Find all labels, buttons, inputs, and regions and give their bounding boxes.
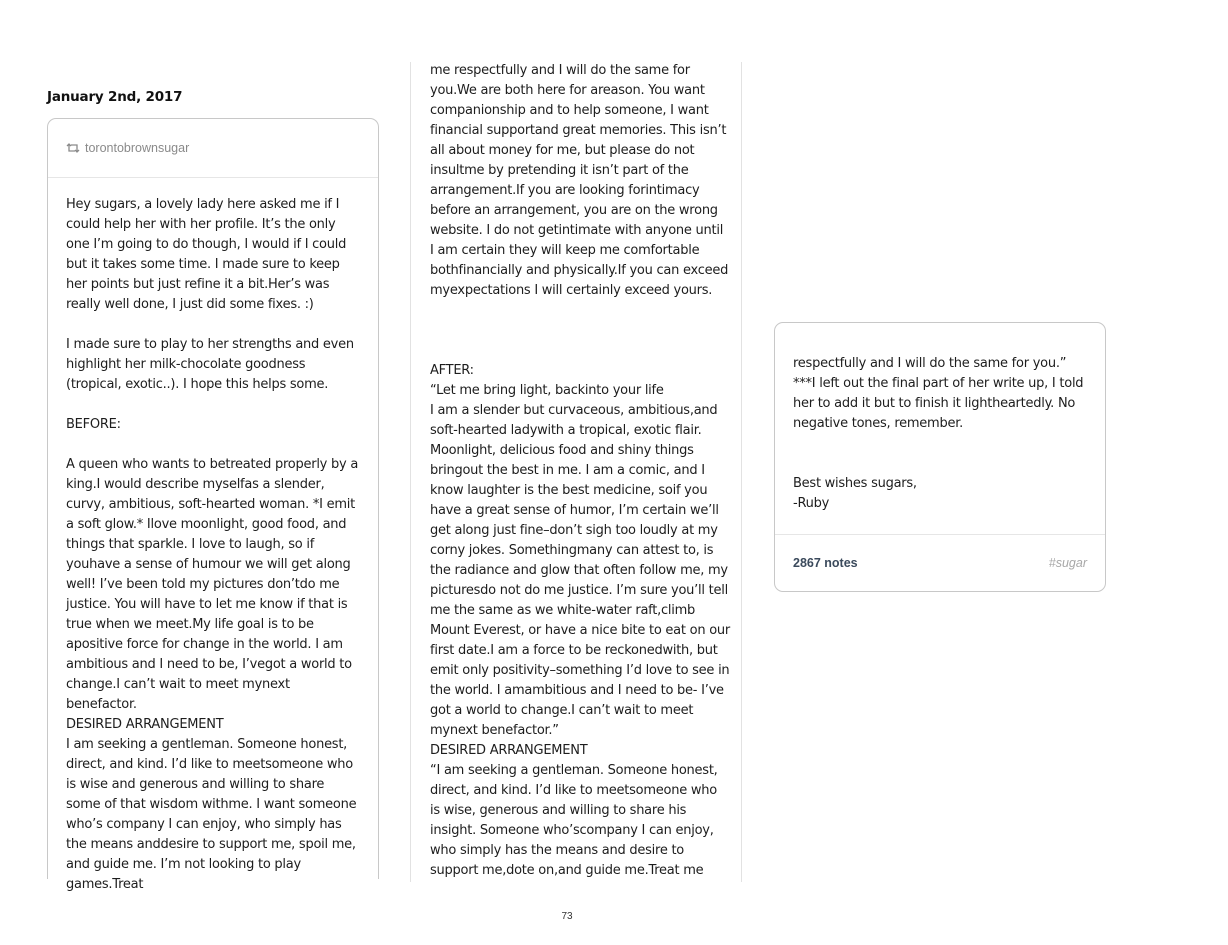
post-footer [775,534,1105,591]
column-2-continued [430,61,730,301]
before-desired-label: DESIRED ARRANGEMENT [66,717,224,732]
post-card-clip [40,118,390,892]
intro-paragraph-2: I made sure to play to her strengths and even highlight her milk-chocolate goodness (tropical, exotic..). I hope this helps some. [66,337,354,392]
intro-paragraph: Hey sugars, a lovely lady here asked me if I could help her with her profile. It’s the only one I’m going to do though, I would if I could but it takes some time. I made sure to keep her points but just refine it a bit.Her’s was really well done, I just did some fixes. :) [66,197,347,312]
after-desired-text: “I am seeking a gentleman. Someone honest, direct, and kind. I’d like to meetsomeone who is wise, generous and willing to share his insight. Someone who’scompany I can enjoy, who simply has the means and desire to support me,dote on,and guide me.Treat me [430,763,718,878]
before-label: BEFORE: [66,417,121,432]
post-card-end [774,322,1106,592]
continued-end-text: respectfully and I will do the same for you.” [793,356,1067,371]
author-note: ***I left out the final part of her write up, I told her to add it but to finish it lightheartedly. No negative tones, remember. [793,376,1084,431]
after-section [430,361,730,881]
post-card-end-clip [770,352,1110,602]
notes-count[interactable]: 2867 notes [793,556,858,570]
column-divider [741,62,742,882]
before-text: A queen who wants to betreated properly by a king.I would describe myselfas a slender, curvy, ambitious, soft-hearted woman. *I emit a soft glow.* Ilove moonlight, good food, and things that sparkle. I love to laugh, so if youhave a sense of humour we will get along well! I’ve been told my pictures don’tdo me justice. You will have to let me know if that is true when we meet.My life goal is to be apositive force for change in the world. I am ambitious and I need to be, I’vegot a world to change.I can’t wait to meet mynext benefactor. [66,457,359,712]
after-label: AFTER: [430,363,474,378]
continued-text: me respectfully and I will do the same for you.We are both here for areason. You want companionship and to help someone, I want financial supportand great memories. This isn’t all about money for me, but please do not insultme by pretending it isn’t part of the arrangement.If you are looking forintimacy before an arrangement, you are on the wrong website. I do not getintimate with anyone until I am certain they will keep me comfortable bothfinancially and physically.If you can exceed myexpectations I will certainly exceed yours. [430,63,729,298]
column-divider [410,62,411,882]
reblog-header [48,119,378,178]
after-text: “Let me bring light, backinto your life I am a slender but curvaceous, ambitious,and soft-hearted ladywith a tropical, exotic flair. Moonlight, delicious food and shiny things bringout the best in me. I am a comic, and I know laughter is the best medicine, soif you have a great sense of humor, I’m certain we’ll get along just fine–don’t sigh too loudly at my corny jokes. Somethingmany can attest to, is the radiance and glow that often follow me, my picturesdo not do me justice. I’m sure you’ll tell me the same as we white-water raft,climb Mount Everest, or have a nice bite to eat on our first date.I am a force to be reckonedwith, but emit only positivity–something I’d love to see in the world. I amambitious and I need to be- I’ve got a world to change.I can’t wait to meet mynext benefactor.” [430,383,730,738]
reblog-icon [66,143,80,153]
before-desired-text: I am seeking a gentleman. Someone honest, direct, and kind. I’d like to meetsomeone who is wise and generous and willing to share some of that wisdom withme. I want someone who’s company I can enjoy, who simply has the means anddesire to support me, spoil me, and guide me. I’m not looking to play games.Treat [66,737,357,892]
signoff-line-1: Best wishes sugars, [793,476,917,491]
reblog-username[interactable]: torontobrownsugar [85,141,190,155]
post-tag[interactable]: #sugar [1048,556,1087,570]
after-desired-label: DESIRED ARRANGEMENT [430,743,588,758]
post-body-end [775,323,1105,514]
post-body [48,178,378,895]
page-number: 73 [561,911,573,922]
post-date: January 2nd, 2017 [47,89,183,105]
signoff-line-2: -Ruby [793,496,830,511]
post-card [47,118,379,892]
